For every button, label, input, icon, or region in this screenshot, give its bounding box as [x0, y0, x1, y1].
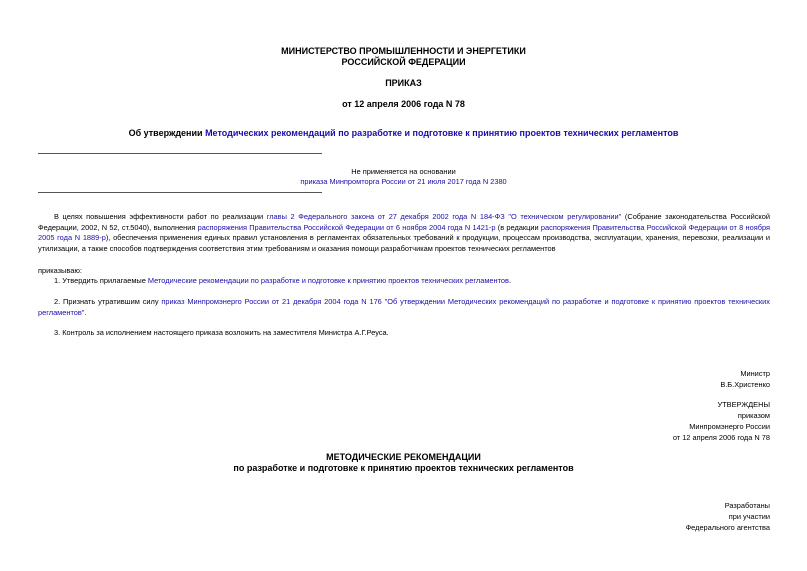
approved-block	[673, 399, 770, 443]
preamble-text-2: (Собрание законодательства Российской Федерации, 2002, N 52, ст.5040), выполнения	[38, 212, 770, 232]
recommendations-subtitle: по разработке и подготовке к принятию проектов технических регламентов	[233, 463, 574, 473]
approved-line-1: УТВЕРЖДЕНЫ	[717, 400, 770, 409]
ministry-line-1: МИНИСТЕРСТВО ПРОМЫШЛЕННОСТИ И ЭНЕРГЕТИКИ	[281, 46, 526, 56]
separator-bottom	[38, 192, 322, 193]
preamble-link-order-1421[interactable]: распоряжения Правительства Российской Федерации от 6 ноября 2004 года N 1421-р	[197, 222, 496, 232]
item-1-link[interactable]: Методические рекомендации по разработке и подготовке к принятию проектов технических регламентов	[147, 276, 509, 285]
item-2-link[interactable]: приказ Минпромэнерго России от 21 декабря 2004 года N 176 "Об утверждении Методических рекомендаций по разработке и подготовке к принятию проектов технических регламентов"	[38, 297, 770, 317]
preamble-text-3: (в редакции	[495, 222, 541, 232]
approved-line-3: Минпромэнерго России	[689, 422, 770, 431]
notice-link[interactable]: приказа Минпромторга России от 21 июля 2017 года N 2380	[300, 177, 507, 186]
item-1-end: .	[508, 276, 512, 285]
developed-line-1: Разработаны	[724, 501, 770, 510]
approved-line-2: приказом	[737, 411, 770, 420]
signature-position: Министр	[740, 369, 770, 378]
preamble-text-4: ), обеспечения применения единых правил установления в регламентах обязательных требований к продукции, процессам производства, эксплуатации, хранения, перевозки, реализации и утилизации, а также способов подтверждения соответствия этим требованиям и оказания помощи разработчикам проектов технических регламентов	[38, 233, 771, 253]
signature-name: В.Б.Христенко	[720, 380, 770, 389]
preamble-text-1: В целях повышения эффективности работ по реализации	[54, 212, 267, 221]
title-prefix: Об утверждении	[128, 128, 206, 138]
item-2-text: 2. Признать утратившим силу	[54, 297, 162, 306]
preamble-paragraph	[38, 212, 770, 254]
signature-block	[720, 368, 770, 390]
item-1-text: 1. Утвердить прилагаемые	[54, 276, 148, 285]
document-title	[0, 128, 807, 139]
item-2-end: .	[84, 307, 87, 317]
notice-link-row	[0, 177, 807, 187]
recommendations-title: МЕТОДИЧЕСКИЕ РЕКОМЕНДАЦИИ	[326, 452, 481, 462]
developed-line-3: Федерального агентства	[685, 523, 770, 532]
notice-line: Не применяется на основании	[351, 167, 456, 176]
preamble-link-order-1889[interactable]: распоряжения Правительства Российской Федерации от 8 ноября 2005 года N 1889-р	[38, 222, 770, 242]
title-link[interactable]: Методических рекомендаций по разработке и подготовке к принятию проектов технических регламентов	[205, 128, 679, 138]
order-item-1	[38, 276, 770, 287]
approved-line-4: от 12 апреля 2006 года N 78	[672, 433, 770, 442]
developed-line-2: при участии	[728, 512, 770, 521]
separator-top	[38, 153, 322, 154]
ministry-line-2: РОССИЙСКОЙ ФЕДЕРАЦИИ	[341, 57, 466, 67]
order-item-3: 3. Контроль за исполнением настоящего приказа возложить на заместителя Министра А.Г.Реуса.	[54, 328, 389, 337]
doc-date: от 12 апреля 2006 года N 78	[342, 99, 465, 109]
preamble-link-law[interactable]: главы 2 Федерального закона от 27 декабря 2002 года N 184-ФЗ "О техническом регулировании"	[266, 212, 622, 221]
order-item-2	[38, 297, 770, 318]
developed-block	[686, 500, 770, 533]
order-word: приказываю:	[38, 266, 82, 275]
doc-type: ПРИКАЗ	[385, 78, 422, 88]
